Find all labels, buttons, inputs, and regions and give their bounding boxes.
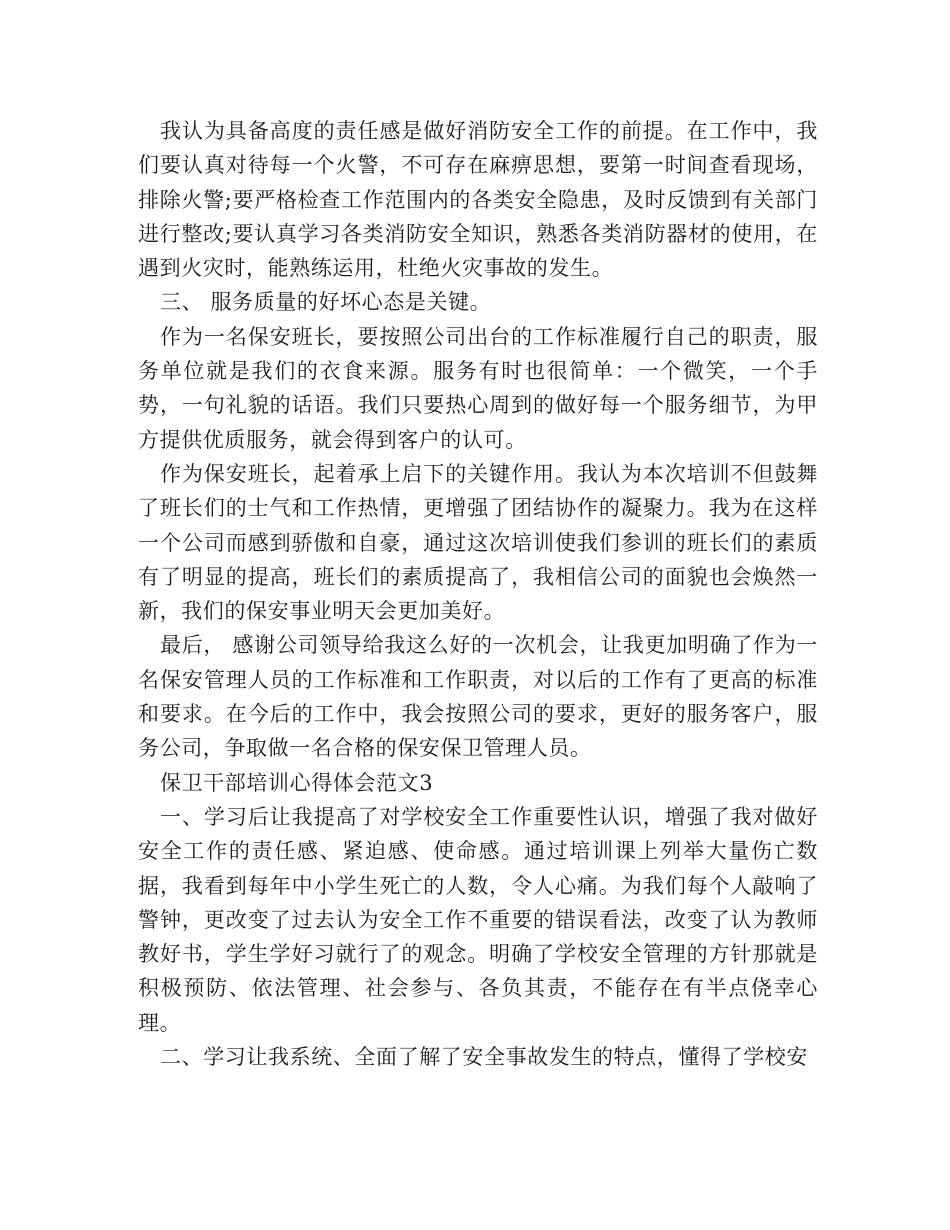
paragraph-point-one: 一、学习后让我提高了对学校安全工作重要性认识，增强了我对做好安全工作的责任感、紧迫感、使命感。通过培训课上列举大量伤亡数据，我看到每年中小学生死亡的人数，令人心痛。为我们每个人敲响了警钟，更改变了过去认为安全工作不重要的错误看法，改变了认为教师教好书，学生学好习就行了的观念。明确了学校安全管理的方针那就是积极预防、依法管理、社会参与、各负其责，不能存在有半点侥幸心理。 [138, 804, 818, 1035]
paragraph-point-two: 二、学习让我系统、全面了解了安全事故发生的特点，懂得了学校安 [160, 1045, 808, 1070]
section-heading-service-quality: 三、 服务质量的好坏心态是关键。 [160, 290, 492, 315]
paragraph-team-leader-duties: 作为一名保安班长，要按照公司出台的工作标准履行自己的职责，服务单位就是我们的衣食来源。服务有时也很简单：一个微笑，一个手势，一句礼貌的话语。我们只要热心周到的做好每一个服务细节，为甲方提供优质服务，就会得到客户的认可。 [138, 324, 818, 452]
paragraph-training-effect: 作为保安班长，起着承上启下的关键作用。我认为本次培训不但鼓舞了班长们的士气和工作热情，更增强了团结协作的凝聚力。我为在这样一个公司而感到骄傲和自豪，通过这次培训使我们参训的班长们的素质有了明显的提高，班长们的素质提高了，我相信公司的面貌也会焕然一新，我们的保安事业明天会更加美好。 [138, 461, 818, 624]
paragraph-fire-safety-responsibility: 我认为具备高度的责任感是做好消防安全工作的前提。在工作中，我们要认真对待每一个火警，不可存在麻痹思想，要第一时间查看现场，排除火警;要严格检查工作范围内的各类安全隐患，及时反馈到有关部门进行整改;要认真学习各类消防安全知识，熟悉各类消防器材的使用，在遇到火灾时，能熟练运用，杜绝火灾事故的发生。 [138, 119, 818, 281]
paragraph-closing-thanks: 最后， 感谢公司领导给我这么好的一次机会，让我更加明确了作为一名保安管理人员的工作标准和工作职责，对以后的工作有了更高的标准和要求。在今后的工作中，我会按照公司的要求，更好的服务客户，服务公司，争取做一名合格的保安保卫管理人员。 [138, 633, 818, 761]
article-title-sample-3: 保卫干部培训心得体会范文3 [160, 770, 434, 795]
document-body [138, 114, 818, 1074]
